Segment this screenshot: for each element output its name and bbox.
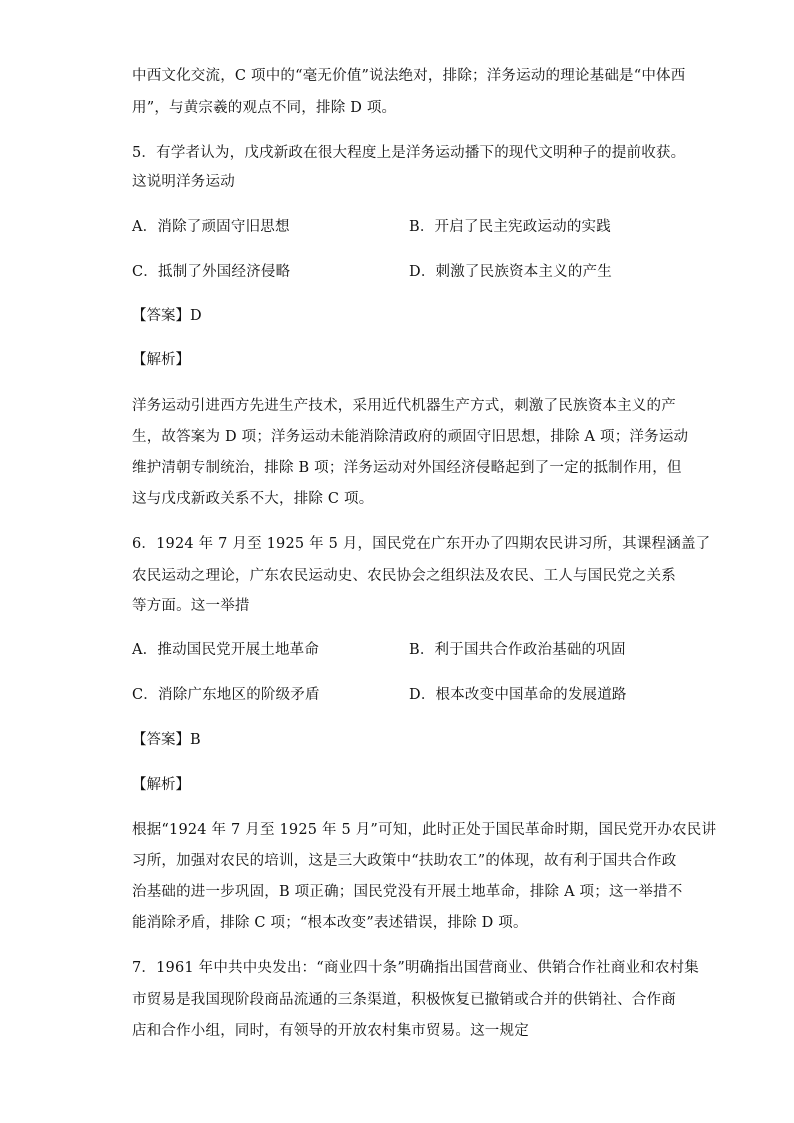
q5-stem-line-1: 5．有学者认为，戊戌新政在很大程度上是洋务运动播下的现代文明种子的提前收获。	[132, 145, 686, 161]
intro-line-2: 用”，与黄宗羲的观点不同，排除 D 项。	[132, 100, 397, 116]
q5-stem-line-2: 这说明洋务运动	[132, 174, 235, 190]
q6-stem-line-3: 等方面。这一举措	[132, 598, 250, 614]
q5-option-a: A．消除了顽固守旧思想	[132, 219, 290, 235]
q5-option-d: D．刺激了民族资本主义的产生	[409, 264, 612, 280]
q5-analysis-line-1: 洋务运动引进西方先进生产技术，采用近代机器生产方式，刺激了民族资本主义的产	[132, 398, 676, 414]
q6-stem-line-2: 农民运动之理论，广东农民运动史、农民协会之组织法及农民、工人与国民党之关系	[132, 568, 676, 584]
q6-option-c: C．消除广东地区的阶级矛盾	[132, 687, 320, 703]
q6-stem-line-1: 6．1924 年 7 月至 1925 年 5 月，国民党在广东开办了四期农民讲习所，其课程涵盖了	[132, 536, 711, 552]
q5-analysis-line-4: 这与戊戌新政关系不大，排除 C 项。	[132, 491, 374, 507]
q5-answer: 【答案】D	[132, 308, 202, 324]
q7-stem-line-3: 店和合作小组，同时，有领导的开放农村集市贸易。这一规定	[132, 1023, 529, 1039]
q7-stem-line-1: 7．1961 年中共中央发出：“商业四十条”明确指出国营商业、供销合作社商业和农村集	[132, 960, 699, 976]
q6-analysis-line-3: 治基础的进一步巩固，B 项正确；国民党没有开展土地革命，排除 A 项；这一举措不	[132, 884, 683, 900]
q5-analysis-label: 【解析】	[132, 352, 190, 368]
q6-analysis-line-2: 习所，加强对农民的培训，这是三大政策中“扶助农工”的体现，故有利于国共合作政	[132, 853, 677, 869]
intro-line-1: 中西文化交流，C 项中的“毫无价值”说法绝对，排除；洋务运动的理论基础是“中体西	[132, 68, 686, 84]
q6-option-a: A．推动国民党开展土地革命	[132, 642, 320, 658]
q5-option-b: B．开启了民主宪政运动的实践	[409, 219, 611, 235]
q5-analysis-line-2: 生，故答案为 D 项；洋务运动未能消除清政府的顽固守旧思想，排除 A 项；洋务运动	[132, 429, 689, 445]
q5-option-c: C．抵制了外国经济侵略	[132, 264, 291, 280]
q5-analysis-line-3: 维护清朝专制统治，排除 B 项；洋务运动对外国经济侵略起到了一定的抵制作用，但	[132, 460, 682, 476]
q7-stem-line-2: 市贸易是我国现阶段商品流通的三条渠道，积极恢复已撤销或合并的供销社、合作商	[132, 992, 676, 1008]
q6-option-d: D．根本改变中国革命的发展道路	[409, 687, 627, 703]
q6-analysis-label: 【解析】	[132, 777, 190, 793]
q6-option-b: B．利于国共合作政治基础的巩固	[409, 642, 626, 658]
q6-answer: 【答案】B	[132, 732, 201, 748]
q6-analysis-line-4: 能消除矛盾，排除 C 项；“根本改变”表述错误，排除 D 项。	[132, 915, 528, 931]
q6-analysis-line-1: 根据“1924 年 7 月至 1925 年 5 月”可知，此时正处于国民革命时期，国民党开办农民讲	[132, 822, 717, 838]
